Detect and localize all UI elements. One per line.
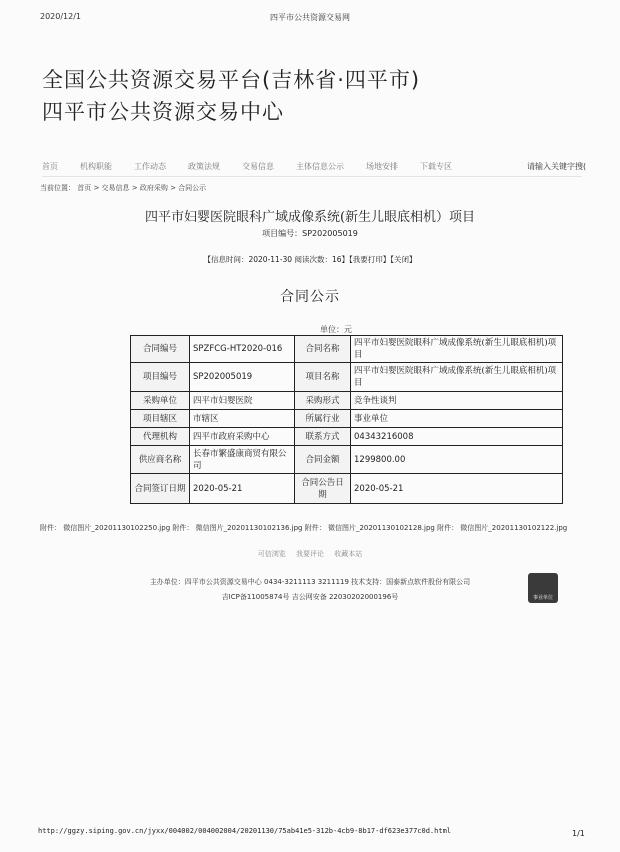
nav-venue[interactable]: 场地安排 bbox=[366, 161, 398, 171]
table-cell: 04343216008 bbox=[351, 428, 563, 446]
notice-title: 合同公示 bbox=[280, 289, 340, 305]
table-row bbox=[131, 336, 563, 363]
footer-icp-info: 吉ICP备11005874号 吉公网安备 22030202000196号 bbox=[221, 593, 399, 601]
table-row bbox=[131, 410, 563, 428]
table-row bbox=[131, 428, 563, 446]
table-cell: 事业单位 bbox=[351, 410, 563, 428]
table-cell: 项目编号 bbox=[131, 363, 190, 392]
site-title-platform: 全国公共资源交易平台(吉林省·四平市) bbox=[42, 68, 421, 92]
table-cell: 合同公告日期 bbox=[295, 474, 351, 504]
table-row bbox=[131, 392, 563, 410]
main-nav bbox=[42, 158, 582, 174]
table-row bbox=[131, 474, 563, 504]
info-line: 【信息时间：2020-11-30 阅读次数：16】【我要打印】【关闭】 bbox=[203, 255, 417, 264]
table-cell: 联系方式 bbox=[295, 428, 351, 446]
print-date: 2020/12/1 bbox=[40, 12, 82, 21]
table-cell: 合同金额 bbox=[295, 446, 351, 474]
table-cell: 采购形式 bbox=[295, 392, 351, 410]
table-cell: 2020-05-21 bbox=[190, 474, 295, 504]
table-cell: SP202005019 bbox=[190, 363, 295, 392]
nav-home[interactable]: 首页 bbox=[42, 161, 58, 171]
search-input[interactable]: 请输入关键字搜( bbox=[527, 162, 587, 171]
contract-table bbox=[130, 335, 563, 504]
trusted-browse-link[interactable]: 可信浏览 bbox=[257, 550, 286, 558]
project-title: 四平市妇婴医院眼科广域成像系统(新生儿眼底相机）项目 bbox=[144, 210, 476, 225]
attachments-list[interactable]: 附件： 微信图片_20201130102250.jpg 附件： 微信图片_20201130102136.jpg 附件： 微信图片_20201130102128.jpg 附件： 微信图片_20201130102122.jpg bbox=[40, 524, 568, 532]
table-cell: 竞争性谈判 bbox=[351, 392, 563, 410]
table-cell: SPZFCG-HT2020-016 bbox=[190, 336, 295, 363]
table-cell: 供应商名称 bbox=[131, 446, 190, 474]
nav-entity-info[interactable]: 主体信息公示 bbox=[296, 161, 344, 171]
table-cell: 合同名称 bbox=[295, 336, 351, 363]
print-page-number: 1/1 bbox=[572, 829, 585, 838]
breadcrumb: 当前位置： 首页 > 交易信息 > 政府采购 > 合同公示 bbox=[40, 184, 207, 192]
table-cell: 代理机构 bbox=[131, 428, 190, 446]
table-cell: 项目辖区 bbox=[131, 410, 190, 428]
table-cell: 合同签订日期 bbox=[131, 474, 190, 504]
table-cell: 项目名称 bbox=[295, 363, 351, 392]
nav-about[interactable]: 机构职能 bbox=[80, 161, 112, 171]
nav-news[interactable]: 工作动态 bbox=[134, 161, 166, 171]
site-title-center: 四平市公共资源交易中心 bbox=[42, 100, 284, 124]
print-url: http://ggzy.siping.gov.cn/jyxx/004002/004002004/20201130/75ab41e5-312b-4cb9-8b17-df623e377c0d.html bbox=[38, 827, 452, 835]
table-cell: 2020-05-21 bbox=[351, 474, 563, 504]
table-cell: 市辖区 bbox=[190, 410, 295, 428]
nav-policy[interactable]: 政策法规 bbox=[188, 161, 220, 171]
project-number: 项目编号：SP202005019 bbox=[262, 229, 358, 238]
table-cell: 长春市繁盛康商贸有限公司 bbox=[190, 446, 295, 474]
table-row bbox=[131, 363, 563, 392]
table-cell: 1299800.00 bbox=[351, 446, 563, 474]
table-cell: 四平市妇婴医院眼科广域成像系统(新生儿眼底相机)项目 bbox=[351, 336, 563, 363]
table-cell: 四平市妇婴医院眼科广域成像系统(新生儿眼底相机)项目 bbox=[351, 363, 563, 392]
table-cell: 四平市政府采购中心 bbox=[190, 428, 295, 446]
table-cell: 合同编号 bbox=[131, 336, 190, 363]
nav-trade-info[interactable]: 交易信息 bbox=[242, 161, 274, 171]
table-cell: 四平市妇婴医院 bbox=[190, 392, 295, 410]
bookmark-link[interactable]: 收藏本站 bbox=[334, 550, 363, 558]
table-cell: 所属行业 bbox=[295, 410, 351, 428]
table-cell: 采购单位 bbox=[131, 392, 190, 410]
unit-label: 单位：元 bbox=[320, 325, 352, 334]
table-row bbox=[131, 446, 563, 474]
page-actions bbox=[0, 549, 620, 559]
comment-link[interactable]: 我要评论 bbox=[296, 550, 324, 558]
nav-divider bbox=[42, 176, 582, 177]
print-page-title: 四平市公共资源交易网 bbox=[270, 13, 350, 22]
nav-download[interactable]: 下载专区 bbox=[420, 161, 452, 171]
footer-host-info: 主办单位：四平市公共资源交易中心 0434-3211113 3211119 技术支持：国泰新点软件股份有限公司 bbox=[149, 578, 471, 586]
gov-badge-label: 事业单位 bbox=[532, 595, 553, 601]
